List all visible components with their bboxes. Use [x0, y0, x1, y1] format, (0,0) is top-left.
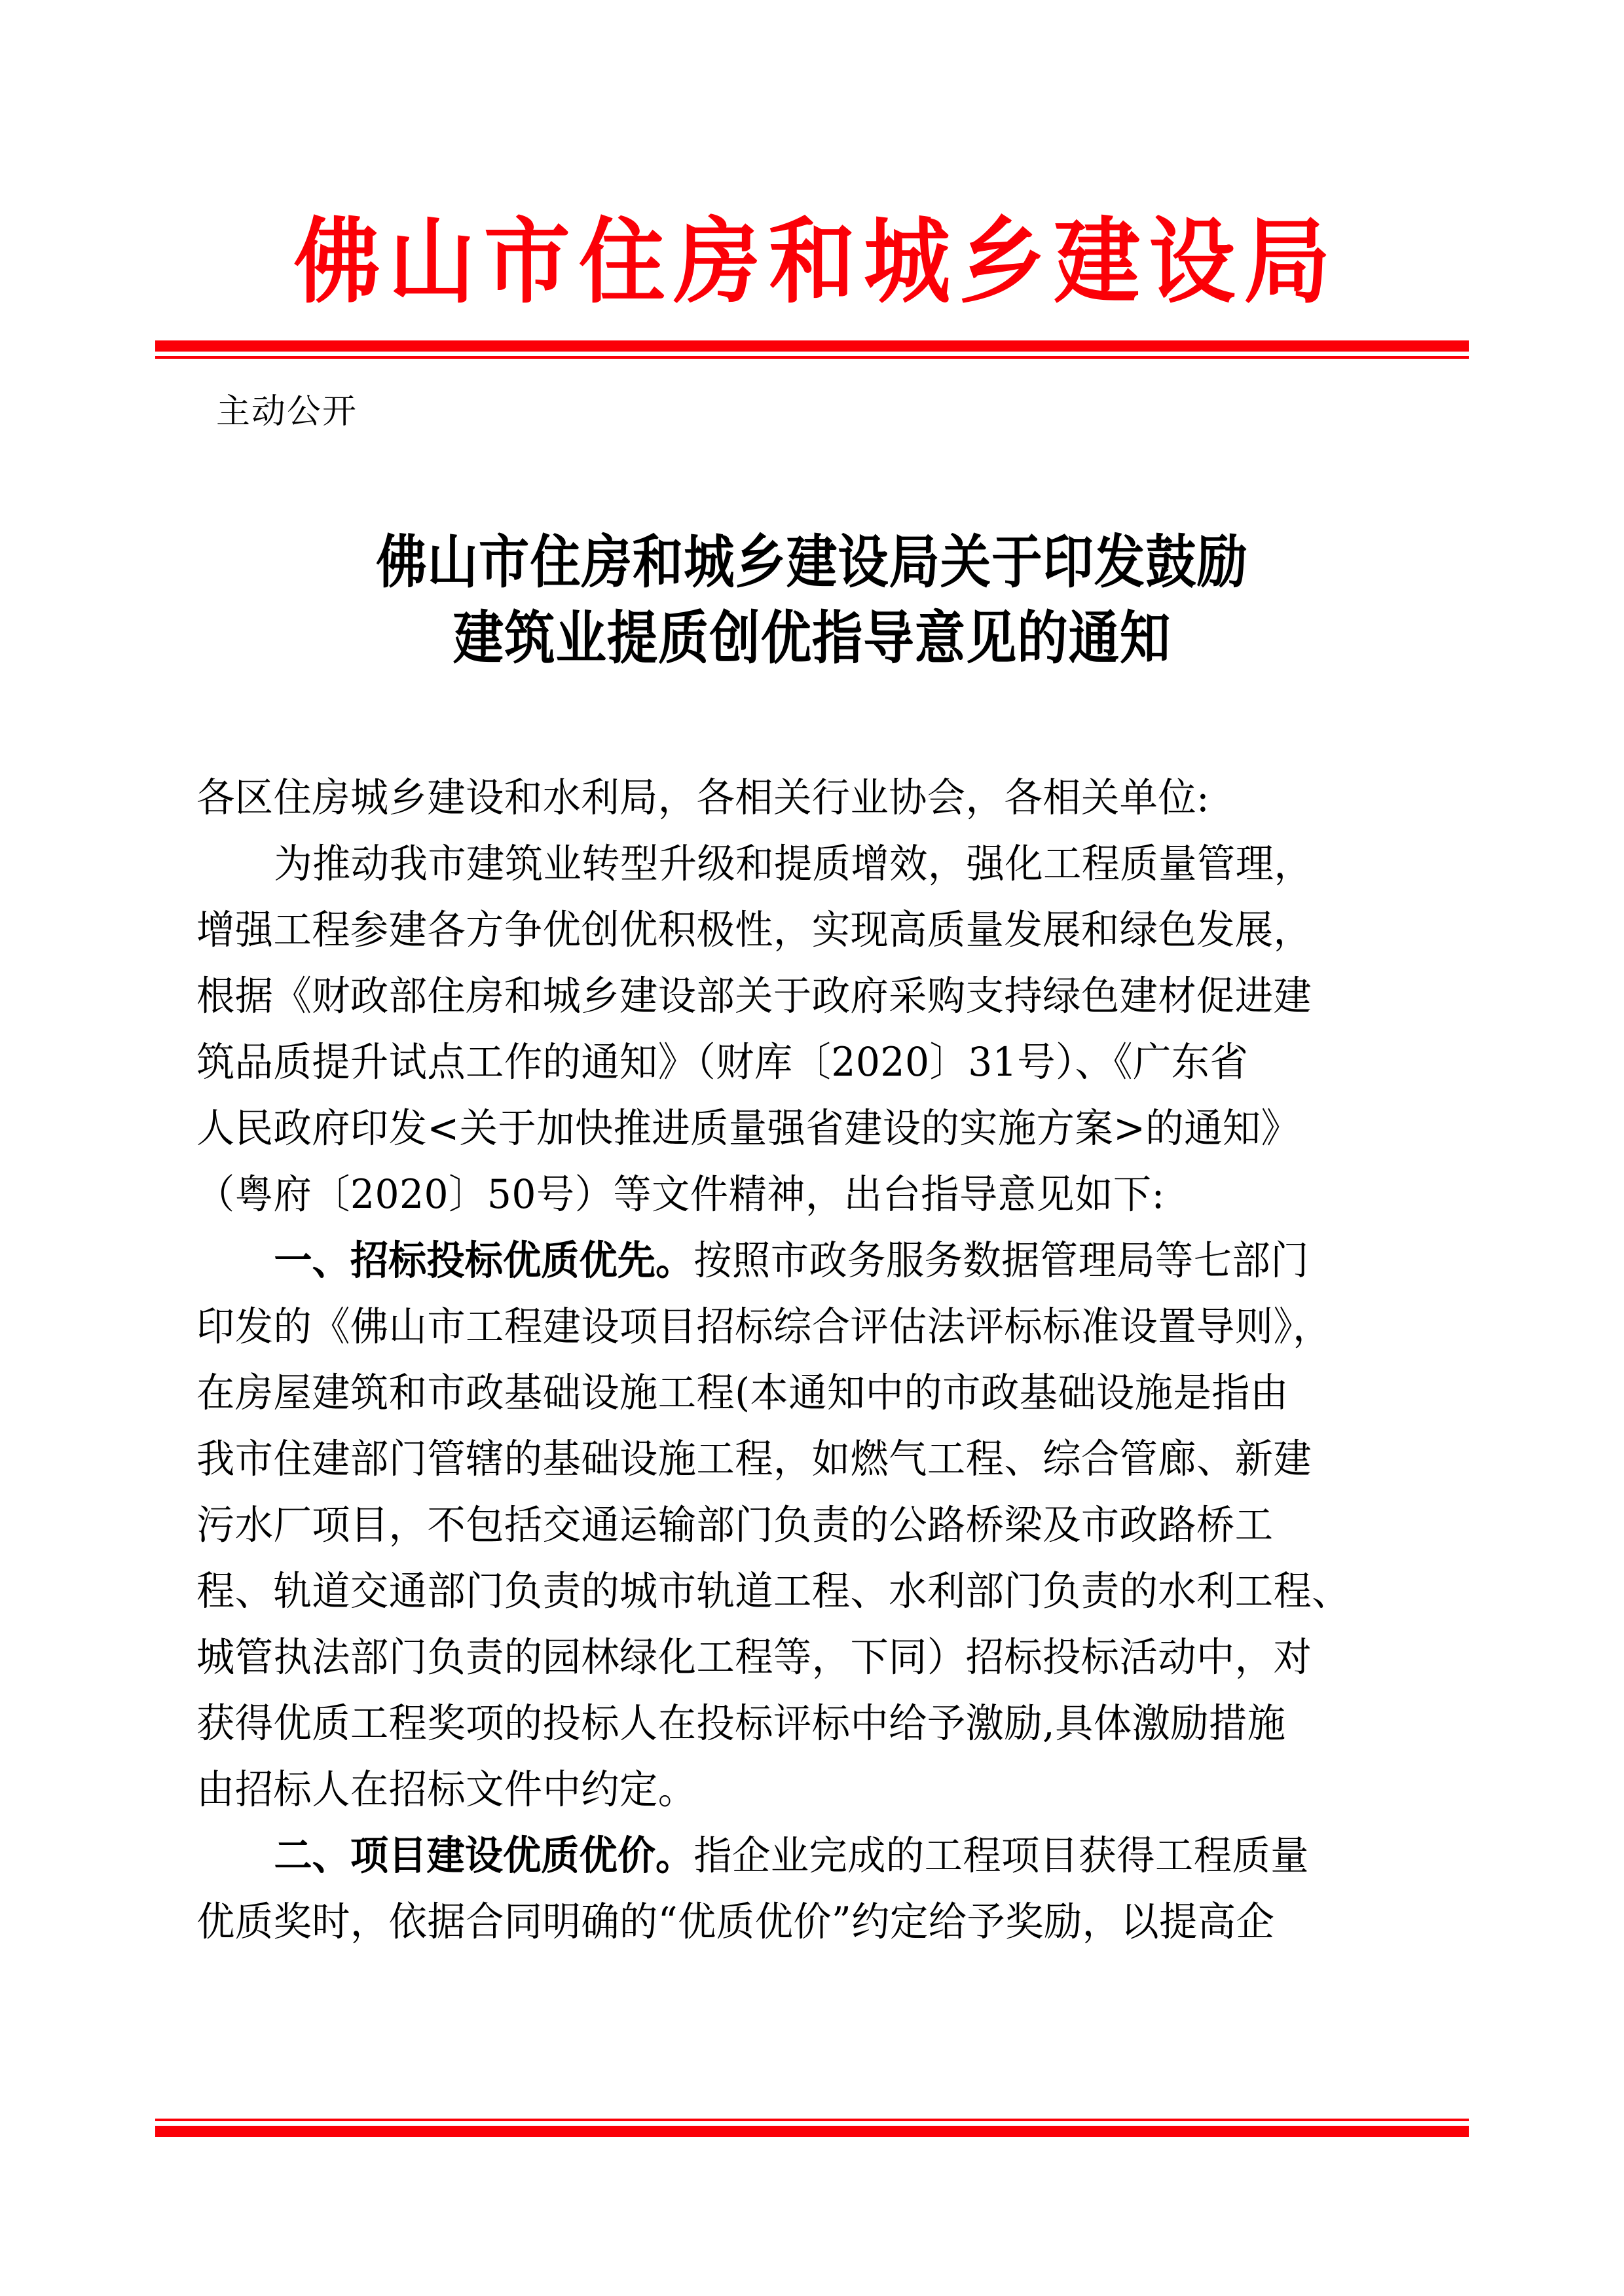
body-line-text: 筑品质提升试点工作的通知》（财库〔2020〕31号）、《广东省 — [196, 1039, 1249, 1085]
body-line — [196, 1228, 1372, 1294]
document-body — [196, 765, 1428, 1955]
document-title-line-1: 佛山市住房和城乡建设局关于印发鼓励 — [376, 528, 1248, 596]
masthead — [0, 196, 1624, 327]
document-title-line-2: 建筑业提质创优指导意见的通知 — [452, 604, 1172, 672]
body-line-text: 程、轨道交通部门负责的城市轨道工程、水利部门负责的水利工程、 — [196, 1568, 1350, 1614]
body-line-text: 在房屋建筑和市政基础设施工程(本通知中的市政基础设施是指由 — [196, 1370, 1289, 1416]
footer-rule-thick-bar — [155, 2126, 1469, 2137]
body-line — [196, 1426, 1372, 1492]
header-rule-thin-bar — [155, 356, 1469, 359]
body-line-text: 优质奖时，依据合同明确的“优质优价”约定给予奖励，以提高企 — [196, 1899, 1275, 1945]
issuing-agency-title: 佛山市住房和城乡建设局 — [293, 208, 1339, 316]
body-line — [196, 1161, 1372, 1228]
body-line — [196, 765, 1372, 831]
body-line — [196, 1095, 1372, 1161]
footer-rule-gap — [155, 2121, 1469, 2126]
body-line-text: （粤府〔2020〕50号）等文件精神，出台指导意见如下: — [196, 1171, 1165, 1218]
body-line-text: 按照市政务服务数据管理局等七部门 — [693, 1237, 1309, 1284]
body-line — [196, 1360, 1372, 1426]
body-line-text: 根据《财政部住房和城乡建设部关于政府采购支持绿色建材促进建 — [196, 973, 1312, 1019]
section-heading-lead: 二、项目建设优质优价。 — [274, 1832, 694, 1879]
header-red-rule — [155, 340, 1469, 359]
body-line-text: 指企业完成的工程项目获得工程质量 — [693, 1832, 1309, 1879]
body-line-text: 我市住建部门管辖的基础设施工程，如燃气工程、综合管廊、新建 — [196, 1436, 1312, 1482]
footer-red-rule — [155, 2119, 1469, 2137]
section-heading-lead: 一、招标投标优质优先。 — [274, 1237, 694, 1284]
body-line-text: 人民政府印发<关于加快推进质量强省建设的实施方案>的通知》 — [196, 1105, 1300, 1152]
body-line-text: 增强工程参建各方争优创优积极性，实现高质量发展和绿色发展， — [196, 907, 1312, 953]
body-line — [196, 1624, 1372, 1690]
body-line — [196, 1492, 1372, 1558]
body-line-text: 污水厂项目，不包括交通运输部门负责的公路桥梁及市政路桥工 — [196, 1502, 1274, 1548]
body-line — [196, 963, 1372, 1029]
body-line — [196, 1294, 1372, 1360]
document-title — [270, 524, 1354, 676]
body-line — [196, 831, 1372, 897]
body-line-text: 各区住房城乡建设和水利局，各相关行业协会，各相关单位: — [196, 774, 1210, 821]
body-line — [196, 1889, 1372, 1955]
body-line — [196, 1029, 1372, 1095]
body-line — [196, 1823, 1372, 1889]
body-line — [196, 897, 1372, 963]
body-line-text: 城管执法部门负责的园林绿化工程等，下同）招标投标活动中，对 — [196, 1634, 1312, 1681]
body-line-text: 印发的《佛山市工程建设项目招标综合评估法评标标准设置导则》， — [196, 1303, 1331, 1350]
body-line-text: 为推动我市建筑业转型升级和提质增效，强化工程质量管理， — [274, 841, 1313, 887]
body-line — [196, 1690, 1372, 1757]
header-rule-gap — [155, 352, 1469, 356]
body-line — [196, 1757, 1372, 1823]
body-line — [196, 1558, 1372, 1624]
header-rule-thick-bar — [155, 340, 1469, 352]
body-line-text: 由招标人在招标文件中约定。 — [196, 1766, 697, 1813]
body-line-text: 获得优质工程奖项的投标人在投标评标中给予激励,具体激励措施 — [196, 1700, 1286, 1747]
disclosure-mark: 主动公开 — [216, 392, 358, 431]
